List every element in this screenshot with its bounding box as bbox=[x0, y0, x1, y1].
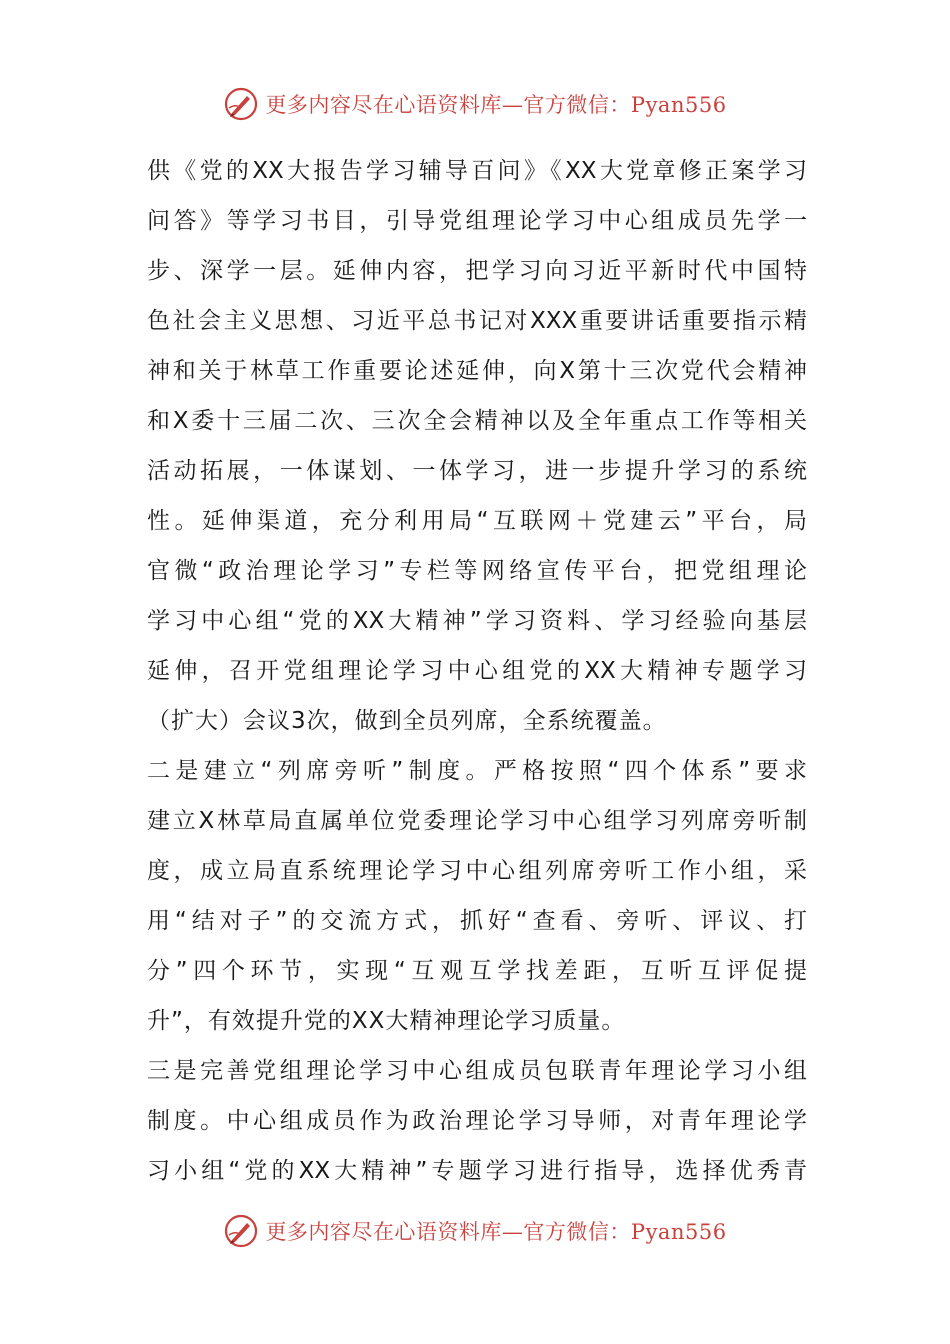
text-line: 色社会主义思想、习近平总书记对XXX重要讲话重要指示精 bbox=[147, 308, 807, 334]
text-line: 三是完善党组理论学习中心组成员包联青年理论学习小组 bbox=[147, 1058, 807, 1084]
text-line: 二是建立“列席旁听”制度。严格按照“四个体系”要求 bbox=[147, 758, 807, 784]
text-line: 步、深学一层。延伸内容，把学习向习近平新时代中国特 bbox=[147, 258, 807, 284]
text-line: 活动拓展，一体谋划、一体学习，进一步提升学习的系统 bbox=[147, 458, 807, 484]
text-line: 神和关于林草工作重要论述延伸，向X第十三次党代会精神 bbox=[147, 358, 807, 384]
text-line: 习小组“党的XX大精神”专题学习进行指导，选择优秀青 bbox=[147, 1158, 807, 1184]
text-line: 学习中心组“党的XX大精神”学习资料、学习经验向基层 bbox=[147, 608, 807, 634]
document-body bbox=[147, 146, 807, 1196]
text-line: 官微“政治理论学习”专栏等网络宣传平台，把党组理论 bbox=[147, 558, 807, 584]
text-line: （扩大）会议3次，做到全员列席，全系统覆盖。 bbox=[147, 708, 667, 734]
text-line: 问答》等学习书目，引导党组理论学习中心组成员先学一 bbox=[147, 208, 807, 234]
footer-watermark-text: 更多内容尽在心语资料库—官方微信：Pyan556 bbox=[265, 1220, 727, 1244]
text-line: 和X委十三届二次、三次全会精神以及全年重点工作等相关 bbox=[147, 408, 807, 434]
header-watermark-text: 更多内容尽在心语资料库—官方微信：Pyan556 bbox=[265, 93, 727, 117]
text-line: 分”四个环节，实现“互观互学找差距，互听互评促提 bbox=[147, 958, 807, 984]
text-line: 性。延伸渠道，充分利用局“互联网＋党建云”平台，局 bbox=[147, 508, 807, 534]
text-line: 度，成立局直系统理论学习中心组列席旁听工作小组，采 bbox=[147, 858, 807, 884]
text-line: 制度。中心组成员作为政治理论学习导师，对青年理论学 bbox=[147, 1108, 807, 1134]
header-watermark bbox=[0, 84, 950, 124]
text-line: 用“结对子”的交流方式，抓好“查看、旁听、评议、打 bbox=[147, 908, 807, 934]
pen-logo-icon bbox=[223, 86, 259, 122]
pen-logo-icon bbox=[223, 1213, 259, 1249]
text-line: 供《党的XX大报告学习辅导百问》《XX大党章修正案学习 bbox=[147, 158, 807, 184]
footer-watermark bbox=[0, 1211, 950, 1251]
text-line: 建立X林草局直属单位党委理论学习中心组学习列席旁听制 bbox=[147, 808, 807, 834]
text-line: 延伸，召开党组理论学习中心组党的XX大精神专题学习 bbox=[147, 658, 807, 684]
text-line: 升”，有效提升党的XX大精神理论学习质量。 bbox=[147, 1008, 626, 1034]
